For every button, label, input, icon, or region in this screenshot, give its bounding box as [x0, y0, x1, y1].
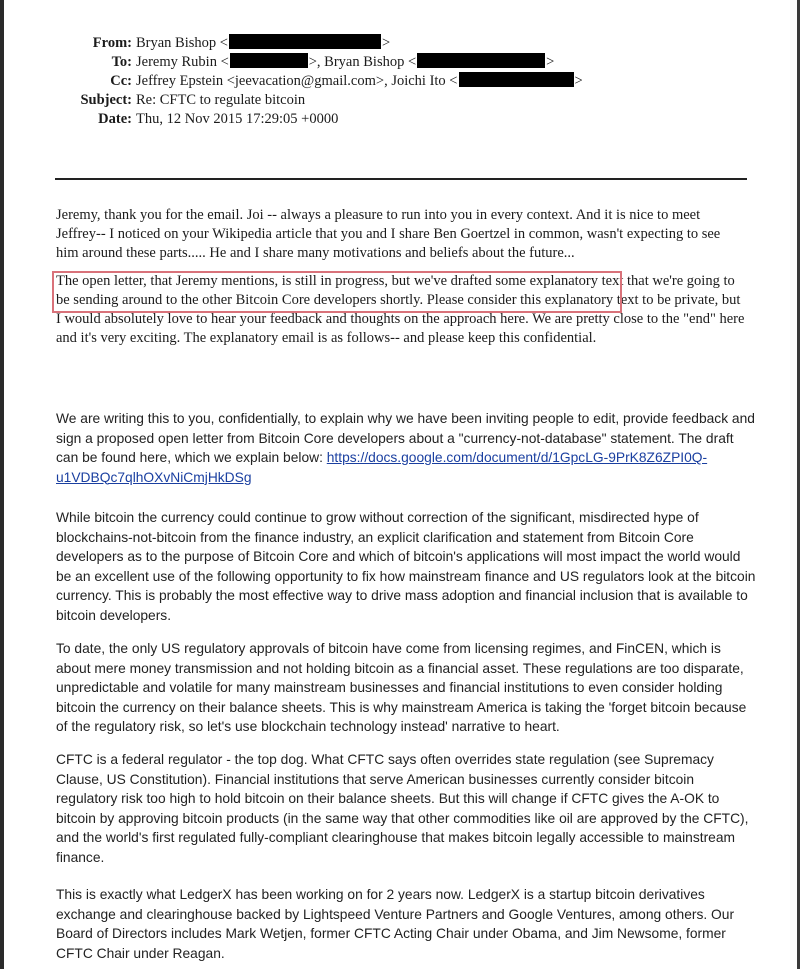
explanatory-paragraph-1-text: We are writing this to you, confidentially, to explain why we have been inviting people to edit, provide feedback and sign a proposed open letter from Bitcoin Core developers about a "currency-not-database" statement. The draft can be found here, which we explain below: — [56, 411, 755, 465]
cc-value: Jeffrey Epstein <jeevacation@gmail.com>, Joichi Ito < — [136, 73, 458, 89]
body-paragraph-2: The open letter, that Jeremy mentions, is still in progress, but we've drafted some explanatory text that we're going to be sending around to the other Bitcoin Core developers shortly. Please consider this explanatory text to be private, but I would absolutely love to hear your feedback and thoughts on the approach here. We are pretty close to the "end" here and it's very exciting. The explanatory email is as follows-- and please keep this confidential. — [56, 273, 745, 346]
redaction-bar — [417, 53, 545, 68]
cc-label: Cc: — [110, 73, 132, 89]
redaction-bar — [459, 72, 574, 87]
to-tail: > — [546, 54, 555, 70]
from-label: From: — [92, 35, 132, 51]
redaction-bar — [230, 53, 308, 68]
subject-value: Re: CFTC to regulate bitcoin — [136, 92, 306, 108]
to-value: Jeremy Rubin < — [136, 54, 229, 70]
google-doc-link[interactable]: https://docs.google.com/document/d/1GpcLG-9PrK8Z6ZPI0Q-u1VDBQc7qlhOXvNiCmjHkDSg — [56, 450, 708, 485]
explanatory-paragraph-5: This is exactly what LedgerX has been working on for 2 years now. LedgerX is a startup bitcoin derivatives exchange and clearinghouse backed by Lightspeed Venture Partners and Google Ventures, among others. Our Board of Directors includes Mark Wetjen, former CFTC Acting Chair under Obama, and Jim Newsome, former CFTC Chair under Reagan. — [56, 887, 735, 961]
from-tail: > — [381, 35, 391, 51]
subject-row — [60, 91, 583, 110]
date-label: Date: — [98, 111, 132, 127]
explanatory-paragraph-1 — [56, 409, 756, 487]
cc-row — [60, 72, 583, 91]
from-row — [60, 34, 583, 53]
date-row — [60, 110, 583, 129]
highlight-box — [52, 271, 622, 313]
date-value: Thu, 12 Nov 2015 17:29:05 +0000 — [136, 111, 339, 127]
email-header — [60, 34, 583, 129]
header-divider — [55, 178, 747, 180]
body-paragraph-1: Jeremy, thank you for the email. Joi -- always a pleasure to run into you in every context. And it is nice to meet Jeffrey-- I noticed on your Wikipedia article that you and I share Ben Goertzel in common, wasn't expecting to see him around these parts..... He and I share many motivations and beliefs about the future... — [56, 207, 721, 261]
cc-tail: > — [574, 73, 583, 89]
to-mid: >, Bryan Bishop < — [308, 54, 417, 70]
scan-left-edge — [0, 0, 4, 969]
to-label: To: — [111, 54, 132, 70]
explanatory-paragraph-3: To date, the only US regulatory approvals of bitcoin have come from licensing regimes, and FinCEN, which is about mere money transmission and not holding bitcoin as a financial asset. These regulations are too disparate, unpredictable and volatile for many mainstream businesses and financial institutions to even consider holding bitcoin the currency on their balance sheets. This is why mainstream America is taking the 'forget bitcoin because of the regulatory risk, so let's use blockchain technology instead' narrative to heart. — [56, 641, 747, 734]
redaction-bar — [229, 34, 381, 49]
explanatory-paragraph-2: While bitcoin the currency could continue to grow without correction of the significant, misdirected hype of blockchains-not-bitcoin from the finance industry, an explicit clarification and statement from Bitcoin Core developers as to the purpose of Bitcoin Core and which of bitcoin's applications will most impact the world would be an excellent use of the following opportunity to fix how mainstream finance and US regulators look at the bitcoin currency. This is probably the most effective way to drive mass adoption and financial inclusion that is available to bitcoin developers. — [56, 510, 756, 623]
to-row — [60, 53, 583, 72]
from-value: Bryan Bishop < — [136, 35, 228, 51]
explanatory-paragraph-4: CFTC is a federal regulator - the top dog. What CFTC says often overrides state regulation (see Supremacy Clause, US Constitution). Financial institutions that serve American businesses currently consider bitcoin regulatory risk too high to hold bitcoin on their balance sheets. But this will change if CFTC gives the A-OK to bitcoin by approving bitcoin products (in the same way that other commodities like oil are approved by the CFTC), and the world's first regulated fully-compliant clearinghouse that makes bitcoin legally accessible to mainstream finance. — [56, 752, 749, 865]
subject-label: Subject: — [80, 92, 132, 108]
